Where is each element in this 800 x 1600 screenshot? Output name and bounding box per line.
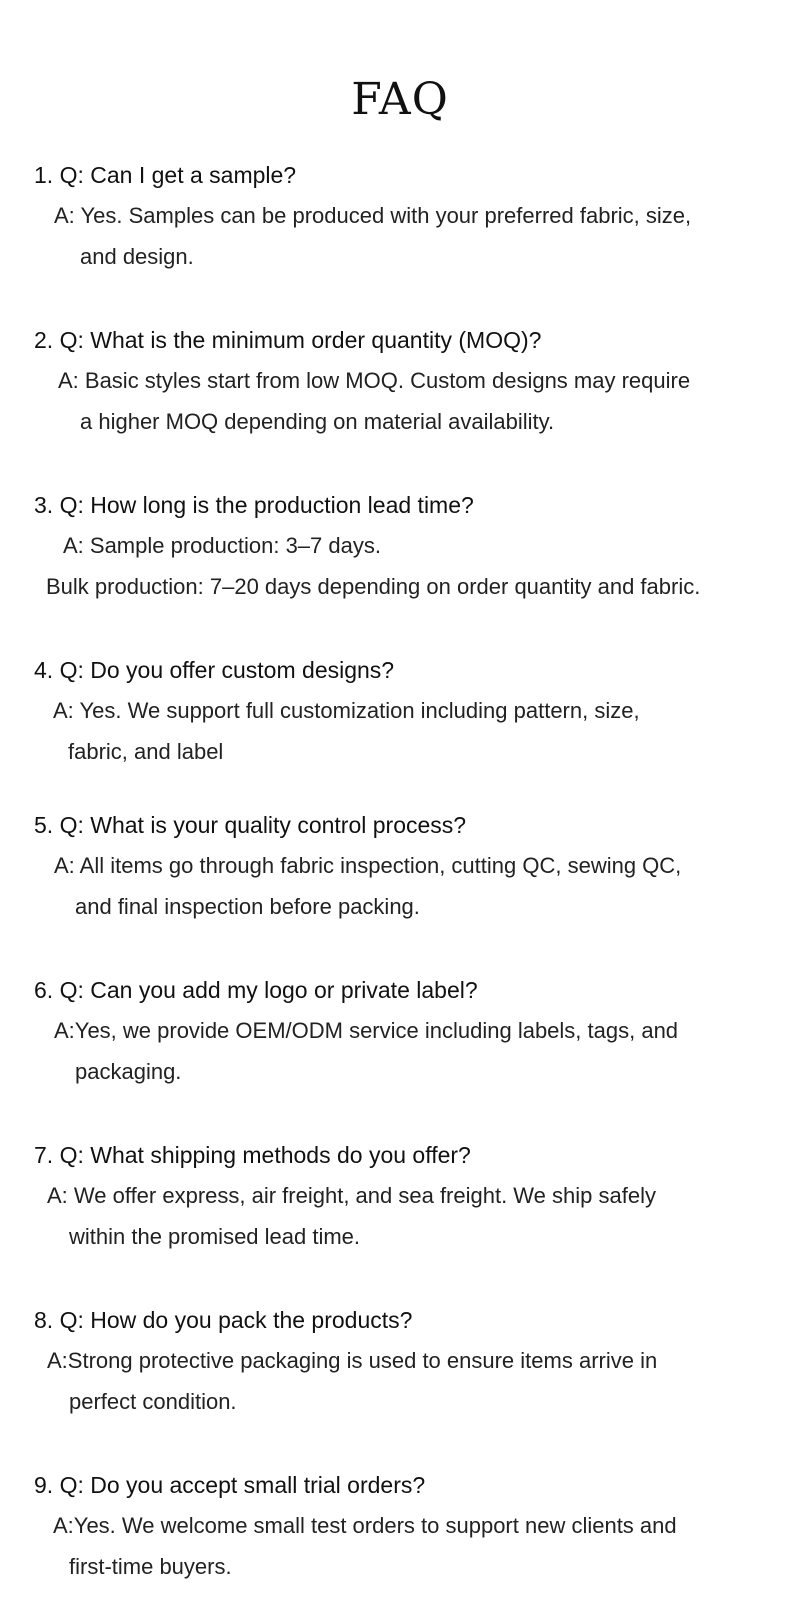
faq-answer-line: A: We offer express, air freight, and sea freight. We ship safely [47,1183,656,1208]
faq-answer-line: A: Basic styles start from low MOQ. Custom designs may require [58,368,691,393]
faq-answer-line: perfect condition. [69,1389,237,1414]
faq-question: 2. Q: What is the minimum order quantity (MOQ)? [34,327,542,353]
faq-answer-line: A: Yes. Samples can be produced with your preferred fabric, size, [54,203,692,228]
faq-answer-line: A: All items go through fabric inspection, cutting QC, sewing QC, [54,853,682,878]
faq-question: 1. Q: Can I get a sample? [34,162,297,188]
faq-answer-line: fabric, and label [68,739,224,764]
faq-question: 9. Q: Do you accept small trial orders? [34,1472,426,1498]
faq-answer-line: Bulk production: 7–20 days depending on order quantity and fabric. [46,574,701,599]
faq-answer-line: first-time buyers. [69,1554,232,1579]
faq-answer-line: and final inspection before packing. [75,894,420,919]
faq-answer-line: within the promised lead time. [69,1224,361,1249]
faq-question: 8. Q: How do you pack the products? [34,1307,413,1333]
faq-answer-line: A:Strong protective packaging is used to ensure items arrive in [47,1348,658,1373]
faq-answer-line: A:Yes, we provide OEM/ODM service including labels, tags, and [54,1018,679,1043]
faq-answer-line: A:Yes. We welcome small test orders to support new clients and [53,1513,677,1538]
page-title: FAQ [351,74,449,125]
faq-answer-line: packaging. [75,1059,182,1084]
faq-question: 5. Q: What is your quality control process? [34,812,467,838]
faq-question: 4. Q: Do you offer custom designs? [34,657,395,683]
faq-question: 3. Q: How long is the production lead time? [34,492,474,518]
faq-question: 7. Q: What shipping methods do you offer? [34,1142,471,1168]
faq-answer-line: and design. [80,244,194,269]
faq-answer-line: A: Sample production: 3–7 days. [63,533,381,558]
faq-answer-line: A: Yes. We support full customization including pattern, size, [53,698,640,723]
faq-question: 6. Q: Can you add my logo or private label? [34,977,478,1003]
faq-answer-line: a higher MOQ depending on material availability. [80,409,555,434]
